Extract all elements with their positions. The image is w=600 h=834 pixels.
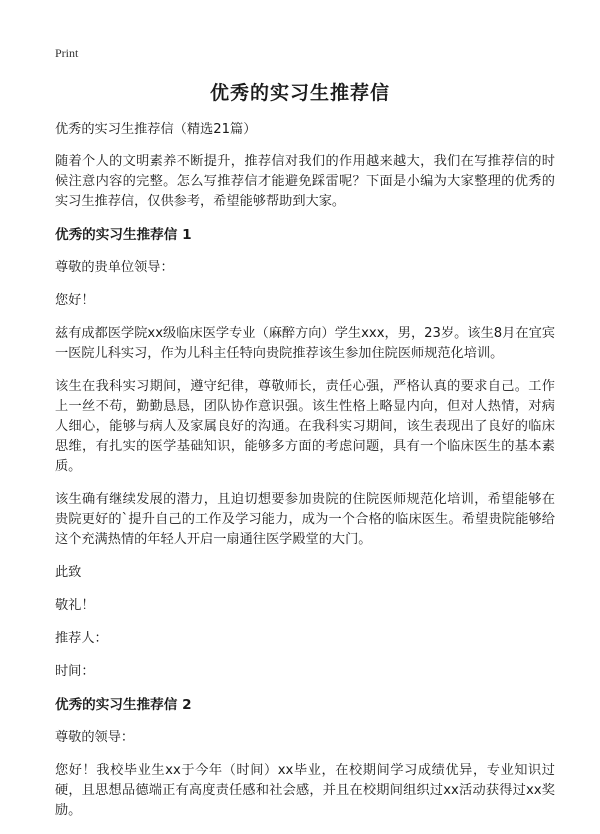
- letter-1-closing-1: 此致: [55, 565, 82, 580]
- intro-paragraph: 随着个人的文明素养不断提升，推荐信对我们的作用越来越大，我们在写推荐信的时候注意内容的完整。怎么写推荐信才能避免踩雷呢？下面是小编为大家整理的优秀的实习生推荐信，仅供参考，希望能够帮助到大家。: [55, 154, 555, 209]
- letter-1-paragraph-3: 该生确有继续发展的潜力，且迫切想要参加贵院的住院医师规范化培训，希望能够在贵院更好的`提升自己的工作及学习能力，成为一个合格的临床医生。希望贵院能够给这个充满热情的年轻人开启一扇通往医学殿堂的大门。: [55, 492, 555, 547]
- letter-2-salutation: 尊敬的领导：: [55, 730, 135, 745]
- letter-1-heading: 优秀的实习生推荐信 1: [55, 227, 192, 243]
- letter-1-salutation: 尊敬的贵单位领导：: [55, 260, 174, 275]
- letter-1-recommender: 推荐人：: [55, 631, 108, 646]
- print-label[interactable]: Print: [55, 46, 79, 60]
- letter-1-paragraph-2: 该生在我科实习期间，遵守纪律，尊敬师长，责任心强，严格认真的要求自己。工作上一丝不苟，勤勤恳恳，团队协作意识强。该生性格上略显内向，但对人热情，对病人细心，能够与病人及家属良好的沟通。在我科实习期间，该生表现出了良好的临床思维，有扎实的医学基础知识，能够多方面的考虑问题，具有一个临床医生的基本素质。: [55, 379, 555, 474]
- letter-2-heading: 优秀的实习生推荐信 2: [55, 697, 192, 713]
- letter-1-greeting: 您好！: [55, 293, 95, 308]
- letter-1-closing-2: 敬礼！: [55, 598, 95, 613]
- document-body: [55, 120, 555, 834]
- letter-1-time: 时间：: [55, 664, 95, 679]
- page-title: 优秀的实习生推荐信: [209, 82, 390, 104]
- document-subtitle: 优秀的实习生推荐信（精选21篇）: [55, 122, 257, 137]
- letter-1-paragraph-1: 兹有成都医学院xx级临床医学专业（麻醉方向）学生xxx，男，23岁。该生8月在宜宾一医院儿科实习，作为儿科主任特向贵院推荐该生参加住院医师规范化培训。: [55, 326, 555, 361]
- letter-2-paragraph-1: 您好！我校毕业生xx于今年（时间）xx毕业，在校期间学习成绩优异，专业知识过硬，且思想品德端正有高度责任感和社会感，并且在校期间组织过xx活动获得过xx奖励。: [55, 763, 555, 818]
